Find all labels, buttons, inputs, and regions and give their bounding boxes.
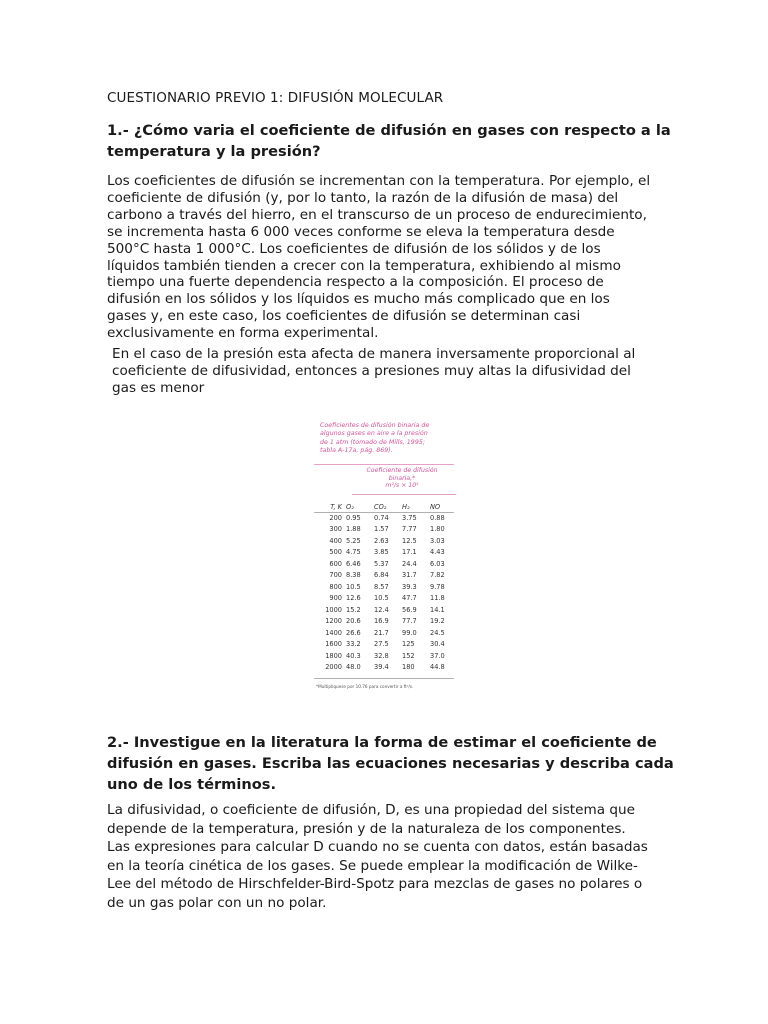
value-cell: 31.7 (402, 571, 417, 580)
value-cell: 8.57 (374, 582, 389, 591)
text-line: carbono a través del hierro, en el transcurso de un proceso de endurecimiento, (107, 206, 647, 223)
temperature-cell: 1800 (325, 651, 342, 660)
value-cell: 6.46 (346, 559, 361, 568)
temperature-cell: 1600 (325, 640, 342, 649)
value-cell: 17.1 (402, 548, 417, 557)
text-line: depende de la temperatura, presión y de la naturaleza de los componentes. (107, 820, 626, 837)
temperature-cell: 1000 (325, 605, 342, 614)
text-line: gases y, en este caso, los coeficientes de difusión se determinan casi (107, 308, 581, 325)
value-cell: 14.1 (430, 605, 445, 614)
temperature-cell: 500 (329, 548, 342, 557)
value-cell: 9.78 (430, 582, 445, 591)
subhead-line: binaria,* (388, 474, 416, 482)
text-line: coeficiente de difusividad, entonces a presiones muy altas la difusividad del (112, 362, 631, 379)
value-cell: 1.88 (346, 525, 361, 534)
question-2-answer (107, 801, 667, 913)
text-line: Los coeficientes de difusión se incrementan con la temperatura. Por ejemplo, el (107, 173, 651, 189)
value-cell: 20.6 (346, 617, 361, 626)
value-cell: 6.03 (430, 559, 445, 568)
table-rule (314, 678, 454, 679)
value-cell: 56.9 (402, 605, 417, 614)
value-cell: 39.3 (402, 582, 417, 591)
value-cell: 5.37 (374, 559, 389, 568)
value-cell: 10.5 (374, 594, 389, 603)
value-cell: 99.0 (402, 628, 417, 637)
question-1-answer (107, 173, 660, 342)
table-rule (314, 464, 454, 465)
value-cell: 0.95 (346, 513, 361, 522)
text-line: tiempo una fuerte dependencia respecto a la composición. El proceso de (107, 274, 604, 291)
text-line: La difusividad, o coeficiente de difusión, D, es una propiedad del sistema que (107, 802, 635, 818)
value-cell: 32.8 (374, 651, 389, 660)
value-cell: 77.7 (402, 617, 417, 626)
value-cell: 19.2 (430, 617, 445, 626)
pressure-paragraph (112, 346, 668, 397)
table-row (314, 512, 458, 524)
diffusion-table (314, 501, 458, 673)
value-cell: 10.5 (346, 582, 361, 591)
table-body (314, 512, 458, 673)
value-cell: 40.3 (346, 651, 361, 660)
text-line: Las expresiones para calcular D cuando no se cuenta con datos, están basadas (107, 839, 648, 856)
value-cell: 6.84 (374, 571, 389, 580)
caption-line: tabla A-17a, pág. 869). (320, 447, 393, 455)
temperature-cell: 400 (329, 536, 342, 545)
value-cell: 11.8 (430, 594, 445, 603)
value-cell: 1.57 (374, 525, 389, 534)
value-cell: 26.6 (346, 628, 361, 637)
value-cell: 24.5 (430, 628, 445, 637)
value-cell: 21.7 (374, 628, 389, 637)
document-title: CUESTIONARIO PREVIO 1: DIFUSIÓN MOLECULAR (107, 90, 444, 106)
table-rule (352, 494, 456, 495)
value-cell: 180 (402, 663, 415, 672)
value-cell: 37.0 (430, 651, 445, 660)
table-row (314, 535, 458, 547)
temperature-cell: 1200 (325, 617, 342, 626)
value-cell: 8.38 (346, 571, 361, 580)
value-cell: 12.4 (374, 605, 389, 614)
table-row (314, 604, 458, 616)
table-footnote: *Multiplíquese por 10.76 para convertir a ft²/s. (316, 684, 414, 689)
text-line: de un gas polar con un no polar. (107, 894, 327, 911)
header-cell: H₂ (402, 502, 410, 511)
text-line: exclusivamente en forma experimental. (107, 325, 379, 342)
question-1-heading (107, 120, 671, 162)
value-cell: 0.88 (430, 513, 445, 522)
text-line: líquidos también tienden a crecer con la temperatura, exhibiendo al mismo (107, 257, 621, 274)
subhead-line: m²/s × 10⁵ (385, 482, 419, 490)
table-row (314, 558, 458, 570)
caption-line: algunos gases en aire a la presión (320, 430, 428, 438)
table-row (314, 627, 458, 639)
table-subheading (352, 467, 452, 490)
subhead-line: Coeficiente de difusión (366, 467, 438, 474)
caption-line: Coeficientes de difusión binaria de (320, 422, 430, 429)
diffusion-table-figure (312, 420, 458, 695)
table-row (314, 524, 458, 536)
table-row (314, 662, 458, 674)
value-cell: 4.43 (430, 548, 445, 557)
heading-line: temperatura y la presión? (107, 143, 321, 160)
value-cell: 15.2 (346, 605, 361, 614)
value-cell: 7.82 (430, 571, 445, 580)
table-row (314, 593, 458, 605)
text-line: gas es menor (112, 379, 205, 396)
value-cell: 48.0 (346, 663, 361, 672)
table-row (314, 547, 458, 559)
value-cell: 5.25 (346, 536, 361, 545)
table-row (314, 570, 458, 582)
temperature-cell: 900 (329, 594, 342, 603)
table-row (314, 639, 458, 651)
figure-caption (320, 422, 458, 456)
heading-line: 2.- Investigue en la literatura la forma de estimar el coeficiente de (107, 734, 657, 751)
value-cell: 7.77 (402, 525, 417, 534)
value-cell: 0.74 (374, 513, 389, 522)
table-header-row (314, 501, 458, 512)
text-line: coeficiente de difusión (y, por lo tanto, la razón de la difusión de masa) del (107, 189, 619, 206)
value-cell: 27.5 (374, 640, 389, 649)
header-cell: O₂ (346, 502, 354, 511)
text-line: en la teoría cinética de los gases. Se puede emplear la modificación de Wilke- (107, 857, 638, 874)
value-cell: 3.03 (430, 536, 445, 545)
table-row (314, 616, 458, 628)
header-cell: T, K (330, 502, 342, 511)
table-row (314, 650, 458, 662)
question-2-heading (107, 732, 674, 795)
value-cell: 44.8 (430, 663, 445, 672)
temperature-cell: 200 (329, 513, 342, 522)
temperature-cell: 600 (329, 559, 342, 568)
value-cell: 152 (402, 651, 415, 660)
temperature-cell: 800 (329, 582, 342, 591)
value-cell: 1.80 (430, 525, 445, 534)
value-cell: 125 (402, 640, 415, 649)
temperature-cell: 300 (329, 525, 342, 534)
value-cell: 33.2 (346, 640, 361, 649)
text-line: En el caso de la presión esta afecta de manera inversamente proporcional al (112, 346, 636, 362)
value-cell: 39.4 (374, 663, 389, 672)
value-cell: 47.7 (402, 594, 417, 603)
value-cell: 12.5 (402, 536, 417, 545)
value-cell: 12.6 (346, 594, 361, 603)
heading-line: 1.- ¿Cómo varia el coeficiente de difusión en gases con respecto a la (107, 122, 671, 139)
value-cell: 24.4 (402, 559, 417, 568)
value-cell: 30.4 (430, 640, 445, 649)
value-cell: 3.85 (374, 548, 389, 557)
text-line: difusión en los sólidos y los líquidos es mucho más complicado que en los (107, 291, 610, 308)
temperature-cell: 1400 (325, 628, 342, 637)
value-cell: 16.9 (374, 617, 389, 626)
text-line: 500°C hasta 1 000°C. Los coeficientes de difusión de los sólidos y de los (107, 240, 601, 257)
header-cell: NO (430, 502, 441, 511)
value-cell: 2.63 (374, 536, 389, 545)
value-cell: 4.75 (346, 548, 361, 557)
header-cell: CO₂ (374, 502, 387, 511)
value-cell: 3.75 (402, 513, 417, 522)
text-line: se incrementa hasta 6 000 veces conforme se eleva la temperatura desde (107, 223, 615, 240)
table-row (314, 581, 458, 593)
heading-line: difusión en gases. Escriba las ecuaciones necesarias y describa cada (107, 755, 674, 772)
temperature-cell: 2000 (325, 663, 342, 672)
temperature-cell: 700 (329, 571, 342, 580)
text-line: Lee del método de Hirschfelder-Bird-Spotz para mezclas de gases no polares o (107, 876, 643, 893)
caption-line: de 1 atm (tomado de Mills, 1995; (320, 438, 425, 446)
heading-line: uno de los términos. (107, 776, 277, 793)
